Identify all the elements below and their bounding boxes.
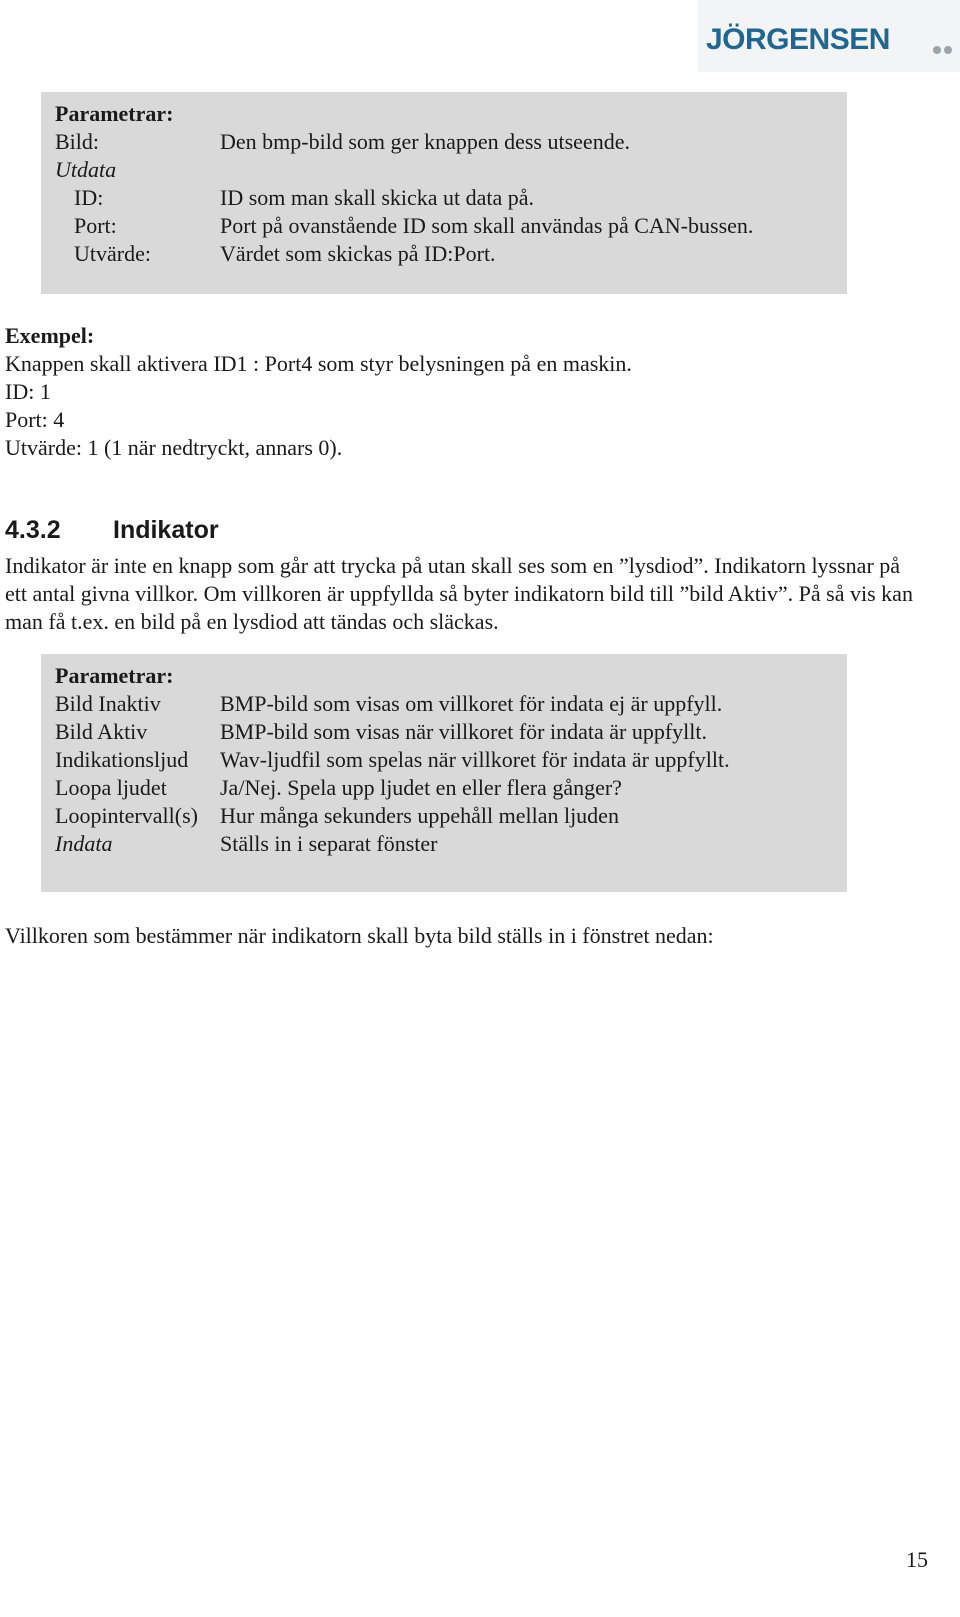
- param-key: Loopa ljudet: [55, 775, 167, 800]
- param-value: BMP-bild som visas när villkoret för indata är uppfyllt.: [220, 719, 707, 744]
- example-line: Knappen skall aktivera ID1 : Port4 som styr belysningen på en maskin.: [5, 351, 632, 376]
- param-value: Värdet som skickas på ID:Port.: [220, 241, 496, 266]
- logo-dots: [933, 33, 955, 61]
- param-key: Port:: [74, 213, 117, 238]
- param-key: Bild Inaktiv: [55, 691, 161, 716]
- page-number: 15: [906, 1547, 928, 1572]
- parameters-box-indicator: [41, 654, 847, 892]
- section-paragraph: Indikator är inte en knapp som går att trycka på utan skall ses som en ”lysdiod”. Indikatorn lyssnar på ett antal givna villkor. Om villkoren är uppfyllda så byter indikatorn bild till ”bild Aktiv”. På så vis kan man få t.ex. en bild på en lysdiod att tändas och släckas.: [5, 553, 913, 634]
- param-value: ID som man skall skicka ut data på.: [220, 185, 535, 210]
- section-heading: [5, 514, 219, 546]
- param-row: [55, 156, 833, 184]
- param-value: Port på ovanstående ID som skall användas på CAN-bussen.: [220, 213, 754, 238]
- param-row: [55, 690, 833, 718]
- param-row: [55, 718, 833, 746]
- param-value: Ställs in i separat fönster: [220, 831, 438, 856]
- param-row: [55, 212, 833, 240]
- logo-text: JÖRGENSEN: [706, 23, 890, 56]
- param-value: Den bmp-bild som ger knappen dess utseende.: [220, 129, 630, 154]
- example-section: [5, 322, 925, 462]
- closing-sentence: Villkoren som bestämmer när indikatorn skall byta bild ställs in i fönstret nedan:: [5, 923, 714, 948]
- param-key: Utvärde:: [74, 241, 151, 266]
- param-key: Indikationsljud: [55, 747, 189, 772]
- param-value: Ja/Nej. Spela upp ljudet en eller flera gånger?: [220, 775, 622, 800]
- parameters-box-button: [41, 92, 847, 294]
- example-line: ID: 1: [5, 379, 51, 404]
- param-row: [55, 802, 833, 830]
- param-value: BMP-bild som visas om villkoret för indata ej är uppfyll.: [220, 691, 723, 716]
- param-row: [55, 128, 833, 156]
- param-key: Bild:: [55, 129, 100, 154]
- param-row: [55, 774, 833, 802]
- param-key: Bild Aktiv: [55, 719, 148, 744]
- param-row: [55, 240, 833, 268]
- param-row: [55, 184, 833, 212]
- param-value: Wav-ljudfil som spelas när villkoret för indata är uppfyllt.: [220, 747, 730, 772]
- section-title: Indikator: [113, 516, 219, 544]
- param-group-label: Utdata: [55, 157, 117, 182]
- param-value: Hur många sekunders uppehåll mellan ljuden: [220, 803, 619, 828]
- parameters-heading: Parametrar:: [55, 663, 174, 688]
- param-key: Loopintervall(s): [55, 803, 198, 828]
- example-line: Utvärde: 1 (1 när nedtryckt, annars 0).: [5, 435, 343, 460]
- section-number: 4.3.2: [5, 516, 61, 544]
- parameters-heading: Parametrar:: [55, 101, 174, 126]
- example-heading: Exempel:: [5, 323, 95, 348]
- param-key: ID:: [74, 185, 104, 210]
- example-line: Port: 4: [5, 407, 65, 432]
- jorgensen-logo: [698, 0, 960, 72]
- param-key: Indata: [55, 831, 113, 856]
- param-row: [55, 746, 833, 774]
- param-row: [55, 830, 833, 858]
